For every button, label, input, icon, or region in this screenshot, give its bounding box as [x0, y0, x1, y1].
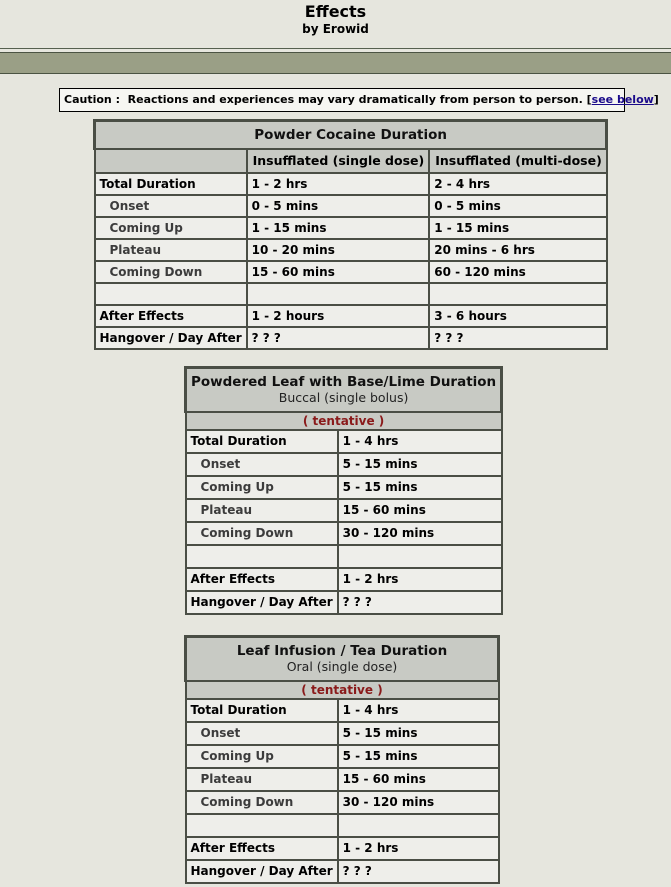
- page-title: Effects: [304, 2, 367, 21]
- row-value: 1 - 15 mins: [429, 217, 607, 239]
- see-below-link[interactable]: see below: [591, 93, 654, 106]
- row-value: ? ? ?: [338, 591, 502, 614]
- spacer-cell: [247, 283, 430, 305]
- column-header-multi: Insufflated (multi-dose): [429, 149, 607, 173]
- caution-text: Reactions and experiences may vary dramatically from person to person.: [127, 93, 583, 106]
- header-band: [0, 52, 671, 74]
- row-value: 15 - 60 mins: [338, 499, 502, 522]
- spacer-cell: [338, 545, 502, 568]
- column-header-blank: [95, 149, 247, 173]
- divider: [0, 48, 671, 49]
- row-label: Total Duration: [186, 699, 338, 722]
- column-header-single: Insufflated (single dose): [247, 149, 430, 173]
- row-value: ? ? ?: [338, 860, 499, 883]
- table-title: Powder Cocaine Duration: [95, 121, 607, 149]
- row-label: Plateau: [186, 768, 338, 791]
- row-label: Onset: [186, 722, 338, 745]
- row-value: 1 - 4 hrs: [338, 430, 502, 453]
- row-value: 5 - 15 mins: [338, 745, 499, 768]
- leaf-infusion-duration-table: [184, 635, 500, 884]
- row-value: 0 - 5 mins: [429, 195, 607, 217]
- row-value: 1 - 2 hours: [247, 305, 430, 327]
- tentative-note: ( tentative ): [186, 681, 499, 699]
- row-label: After Effects: [186, 568, 338, 591]
- spacer-cell: [95, 283, 247, 305]
- row-label: Coming Up: [95, 217, 247, 239]
- row-label: Plateau: [95, 239, 247, 261]
- row-value: 1 - 4 hrs: [338, 699, 499, 722]
- spacer-cell: [186, 814, 338, 837]
- table-subtitle: Buccal (single bolus): [278, 390, 409, 406]
- row-label: Coming Up: [186, 476, 338, 499]
- table-subtitle: Oral (single dose): [286, 659, 398, 675]
- spacer-cell: [186, 545, 338, 568]
- row-label: Total Duration: [186, 430, 338, 453]
- row-value: 60 - 120 mins: [429, 261, 607, 283]
- row-value: 20 mins - 6 hrs: [429, 239, 607, 261]
- row-value: 1 - 2 hrs: [247, 173, 430, 195]
- row-value: 3 - 6 hours: [429, 305, 607, 327]
- row-value: 5 - 15 mins: [338, 722, 499, 745]
- row-label: After Effects: [95, 305, 247, 327]
- caution-box: Caution : Reactions and experiences may vary dramatically from person to person. [see below]: [59, 88, 625, 112]
- row-value: 5 - 15 mins: [338, 453, 502, 476]
- row-label: Coming Down: [95, 261, 247, 283]
- row-value: ? ? ?: [429, 327, 607, 349]
- table-title-cell: [186, 368, 502, 412]
- caution-label: Caution :: [64, 93, 120, 106]
- row-label: Hangover / Day After: [186, 860, 338, 883]
- row-value: 5 - 15 mins: [338, 476, 502, 499]
- row-label: Coming Up: [186, 745, 338, 768]
- row-value: 0 - 5 mins: [247, 195, 430, 217]
- row-value: 15 - 60 mins: [247, 261, 430, 283]
- row-value: 30 - 120 mins: [338, 522, 502, 545]
- table-title: Leaf Infusion / Tea Duration: [236, 643, 448, 660]
- row-value: 1 - 2 hrs: [338, 568, 502, 591]
- row-label: Onset: [186, 453, 338, 476]
- row-value: 10 - 20 mins: [247, 239, 430, 261]
- row-value: 1 - 2 hrs: [338, 837, 499, 860]
- row-label: Onset: [95, 195, 247, 217]
- page-byline: by Erowid: [302, 22, 369, 36]
- row-value: 1 - 15 mins: [247, 217, 430, 239]
- row-label: Hangover / Day After: [95, 327, 247, 349]
- table-title-cell: [186, 637, 499, 681]
- row-value: 2 - 4 hrs: [429, 173, 607, 195]
- row-label: Hangover / Day After: [186, 591, 338, 614]
- row-value: 15 - 60 mins: [338, 768, 499, 791]
- tentative-note: ( tentative ): [186, 412, 502, 430]
- powder-cocaine-duration-table: [93, 119, 608, 350]
- row-label: Plateau: [186, 499, 338, 522]
- row-value: 30 - 120 mins: [338, 791, 499, 814]
- powdered-leaf-duration-table: [184, 366, 503, 615]
- table-title: Powdered Leaf with Base/Lime Duration: [191, 374, 497, 391]
- row-label: Total Duration: [95, 173, 247, 195]
- page-header: [0, 0, 671, 36]
- row-label: Coming Down: [186, 791, 338, 814]
- spacer-cell: [338, 814, 499, 837]
- row-label: After Effects: [186, 837, 338, 860]
- row-label: Coming Down: [186, 522, 338, 545]
- spacer-cell: [429, 283, 607, 305]
- row-value: ? ? ?: [247, 327, 430, 349]
